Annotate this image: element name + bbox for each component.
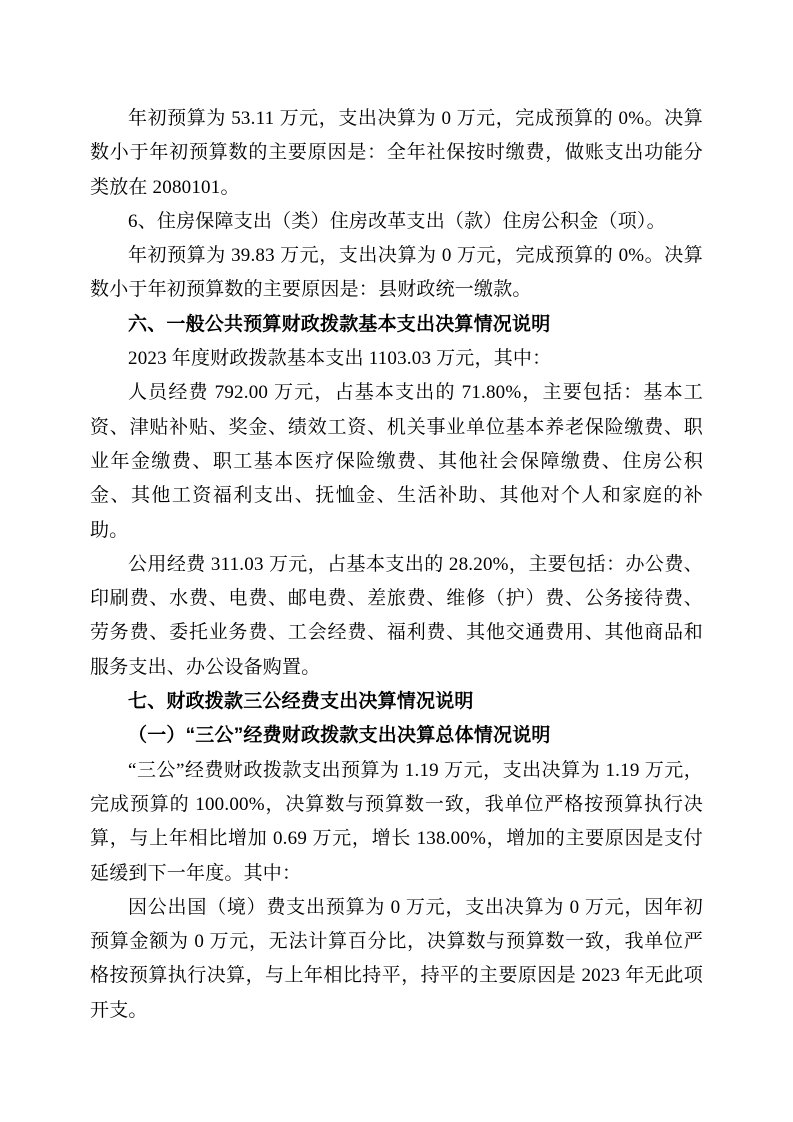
paragraph: 年初预算为 53.11 万元，支出决算为 0 万元，完成预算的 0%。决算数小于年初预算数的主要原因是：全年社保按时缴费，做账支出功能分类放在 2080101。 [90, 108, 703, 198]
paragraph: 2023 年度财政拨款基本支出 1103.03 万元，其中： [128, 348, 552, 370]
paragraph: 因公出国（境）费支出预算为 0 万元，支出决算为 0 万元，因年初预算金额为 0 万元，无法计算百分比，决算数与预算数一致，我单位严格按预算执行决算，与上年相比持平，持平的主要原因是 2023 年无此项开支。 [90, 896, 703, 1021]
section-heading: （一）“三公”经费财政拨款支出决算总体情况说明 [128, 725, 551, 747]
paragraph: 公用经费 311.03 万元，占基本支出的 28.20%，主要包括：办公费、印刷费、水费、电费、邮电费、差旅费、维修（护）费、公务接待费、劳务费、委托业务费、工会经费、福利费、其他交通费用、其他商品和服务支出、办公设备购置。 [90, 553, 703, 678]
document-body [90, 102, 703, 1028]
section-heading: 七、财政拨款三公经费支出决算情况说明 [128, 691, 474, 713]
paragraph: 6、住房保障支出（类）住房改革支出（款）住房公积金（项）。 [128, 210, 666, 232]
paragraph: “三公”经费财政拨款支出预算为 1.19 万元，支出决算为 1.19 万元，完成预算的 100.00%，决算数与预算数一致，我单位严格按预算执行决算，与上年相比增加 0.69 万元，增长 138.00%，增加的主要原因是支付延缓到下一年度。其中： [90, 759, 703, 884]
paragraph: 人员经费 792.00 万元，占基本支出的 71.80%，主要包括：基本工资、津贴补贴、奖金、绩效工资、机关事业单位基本养老保险缴费、职业年金缴费、职工基本医疗保险缴费、其他社会保障缴费、住房公积金、其他工资福利支出、抚恤金、生活补助、其他对个人和家庭的补助。 [90, 382, 703, 541]
section-heading: 六、一般公共预算财政拨款基本支出决算情况说明 [128, 313, 551, 335]
paragraph: 年初预算为 39.83 万元，支出决算为 0 万元，完成预算的 0%。决算数小于年初预算数的主要原因是：县财政统一缴款。 [90, 245, 703, 301]
